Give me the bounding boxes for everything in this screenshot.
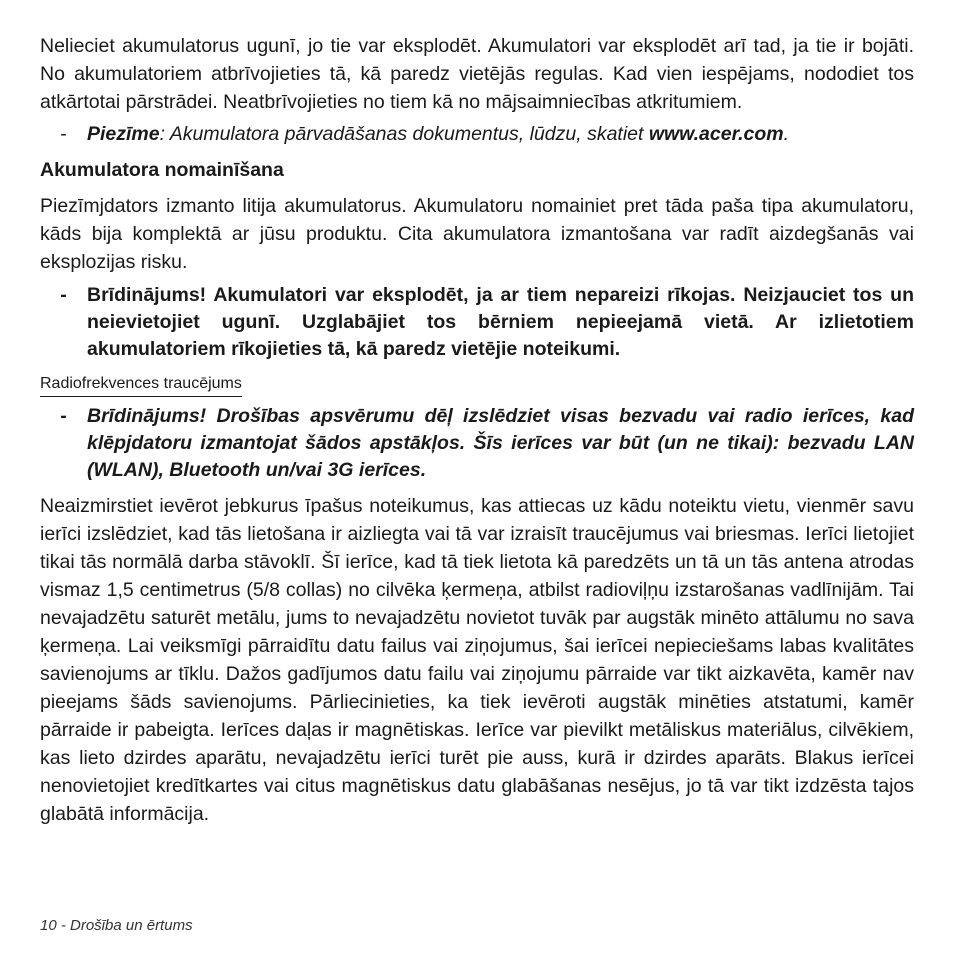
battery-warning-text: Brīdinājums! Akumulatori var eksplodēt, ja ar tiem nepareizi rīkojas. Neizjauciet tos un neievietojiet ugunī. Uzglabājiet tos bērniem nepieejamā vietā. Ar izlietotiem akumulatoriem rīkojieties tā, kā paredz vietējie noteikumi.: [87, 284, 914, 360]
warning-dash: -: [60, 284, 67, 306]
radio-paragraph: Neaizmirstiet ievērot jebkurus īpašus noteikumus, kas attiecas uz kādu noteiktu vietu, vienmēr savu ierīci izslēdziet, kad tās lietošana ir aizliegta vai tā var izraisīt traucējumus vai briesmas. Ierīci lietojiet tikai tās normālā darba stāvoklī. Šī ierīce, kad tā tiek lietota kā paredzēts un tā un tās antena atrodas vismaz 1,5 centimetrus (5/8 collas) no cilvēka ķermeņa, atbilst radioviļņu izstarošanas vadlīnijām. Tai nevajadzētu saturēt metālu, jums to nevajadzētu novietot tuvāk par augstāk minēto attālumu no sava ķermeņa. Lai veiksmīgi pārraidītu datu failus vai ziņojumus, šai ierīcei nepieciešams labas kvalitātes savienojums ar tīklu. Dažos gadījumos datu failu vai ziņojumu pārraide var tikt aizkavēta, kamēr nav pieejams šāds savienojums. Pārliecinieties, ka tiek ievēroti augstāk minēties atstatumi, kamēr pārraide ir pabeigta. Ierīces daļas ir magnētiskas. Ierīce var pievilkt metāliskus materiālus, cilvēkiem, kas lieto dzirdes aparātu, nevajadzētu ierīci turēt pie auss, kurā ir dzirdes aparāts. Blakus ierīcei nenovietojiet kredītkartes vai citus magnētiskus datu glabāšanas nesējus, jo tā var tikt izdzēsta tajos glabātā informācija.: [40, 495, 914, 825]
section-heading-battery: Akumulatora nomainīšana: [40, 159, 284, 181]
note-link[interactable]: www.acer.com: [648, 123, 784, 145]
page-footer: 10 - Drošība un ērtums: [40, 917, 193, 934]
note-end: .: [783, 123, 790, 145]
page-content: [40, 32, 914, 828]
battery-warning: [40, 282, 914, 363]
warning-dash: -: [60, 405, 67, 427]
note-item: [40, 120, 914, 148]
note-dash: -: [60, 123, 67, 145]
radio-warning-text: Brīdinājums! Drošības apsvērumu dēļ izslēdziet visas bezvadu vai radio ierīces, kad klēpjdatoru izmantojat šādos apstākļos. Šīs ierīces var būt (un ne tikai): bezvadu LAN (WLAN), Bluetooth un/vai 3G ierīces.: [87, 405, 914, 481]
intro-paragraph: Nelieciet akumulatorus ugunī, jo tie var eksplodēt. Akumulatori var eksplodēt arī tad, ja tie ir bojāti. No akumulatoriem atbrīvojieties tā, kā paredz vietējās regulas. Kad vien iespējams, nododiet tos atkārtotai pārstrādei. Neatbrīvojieties no tiem kā no mājsaimniecības atkritumiem.: [40, 35, 914, 113]
battery-paragraph: Piezīmjdators izmanto litija akumulatorus. Akumulatoru nomainiet pret tāda paša tipa akumulatoru, kāds bija komplektā ar jūsu produktu. Cita akumulatora izmantošana var radīt aizdegšanās vai eksplozijas risku.: [40, 195, 914, 273]
note-label: Piezīme: [87, 123, 160, 145]
note-body: [87, 120, 914, 148]
radio-warning: [40, 403, 914, 484]
section-heading-radio: Radiofrekvences traucējums: [40, 371, 242, 397]
note-text: : Akumulatora pārvadāšanas dokumentus, lūdzu, skatiet: [159, 123, 649, 145]
